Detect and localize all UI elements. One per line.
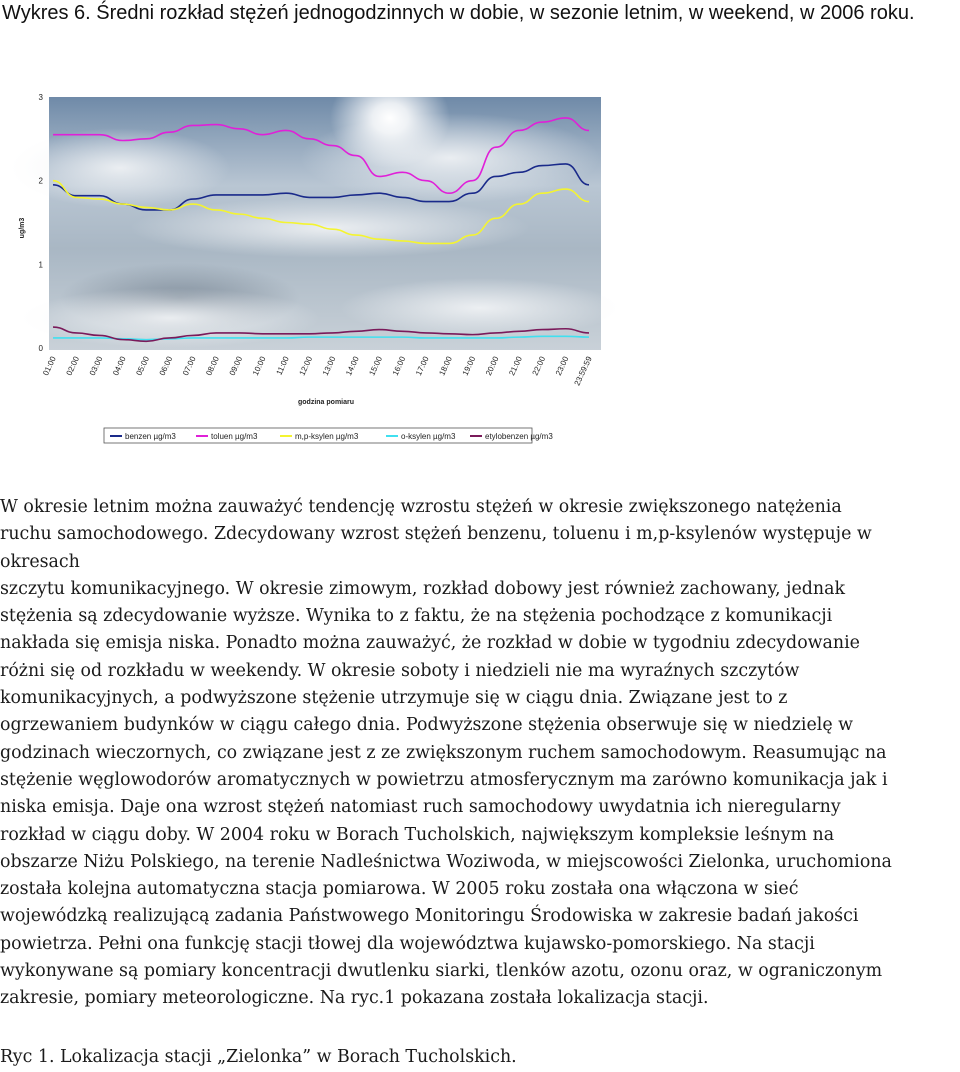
y-tick-label: 1 bbox=[38, 260, 43, 270]
x-tick-label: 02:00 bbox=[64, 355, 82, 377]
x-tick-label: 15:00 bbox=[367, 355, 385, 377]
y-axis-title: ug/m3 bbox=[19, 217, 26, 239]
x-tick-label: 07:00 bbox=[181, 355, 198, 377]
y-tick-label: 3 bbox=[38, 93, 43, 102]
y-tick-label: 0 bbox=[38, 344, 43, 353]
paragraph-line: godzinach wieczornych, co związane jest z ze zwiększonym ruchem samochodowym. Reasumując na bbox=[0, 742, 887, 763]
paragraph-line: niska emisja. Daje ona wzrost stężeń natomiast ruch samochodowy uwydatnia ich nieregularny bbox=[0, 797, 841, 818]
x-axis bbox=[41, 355, 594, 388]
paragraph-line: została kolejna automatyczna stacja pomiarowa. W 2005 roku została ona włączona w sieć bbox=[0, 879, 799, 900]
paragraph-line: nakłada się emisja niska. Ponadto można zauważyć, że rozkład w dobie w tygodniu zdecydowanie bbox=[0, 633, 860, 654]
chart bbox=[19, 88, 610, 458]
legend-label: toluen µg/m3 bbox=[211, 432, 258, 441]
x-tick-label: 20:00 bbox=[483, 355, 501, 377]
x-tick-label: 11:00 bbox=[274, 355, 291, 377]
paragraph-line: komunikacyjnych, a podwyższone stężenie utrzymuje się w ciągu dnia. Związane jest to z bbox=[0, 688, 788, 709]
x-tick-label: 16:00 bbox=[390, 355, 408, 377]
paragraph-line: okresach bbox=[0, 551, 80, 572]
x-tick-label: 01:00 bbox=[41, 355, 58, 377]
x-tick-label: 23:59:59 bbox=[572, 355, 594, 388]
x-tick-label: 06:00 bbox=[157, 355, 175, 377]
x-tick-label: 10:00 bbox=[250, 355, 268, 377]
x-tick-label: 19:00 bbox=[460, 355, 478, 377]
x-tick-label: 12:00 bbox=[297, 355, 315, 377]
legend-label: etylobenzen µg/m3 bbox=[485, 432, 553, 441]
legend-label: o-ksylen µg/m3 bbox=[401, 432, 456, 441]
legend-label: benzen µg/m3 bbox=[125, 432, 176, 441]
paragraph-line: różni się od rozkładu w weekendy. W okresie soboty i niedzieli nie ma wyraźnych szczytów bbox=[0, 660, 800, 681]
x-tick-label: 22:00 bbox=[530, 355, 548, 377]
paragraph-line: zakresie, pomiary meteorologiczne. Na ryc.1 pokazana została lokalizacja stacji. bbox=[0, 988, 709, 1009]
chart-svg bbox=[19, 88, 610, 458]
paragraph-line: obszarze Niżu Polskiego, na terenie Nadleśnictwa Woziwoda, w miejscowości Zielonka, uruchomiona bbox=[0, 851, 892, 872]
paragraph-line: wojewódzką realizującą zadania Państwowego Monitoringu Środowiska w zakresie badań jakości bbox=[0, 906, 859, 927]
x-tick-label: 04:00 bbox=[111, 355, 128, 377]
x-tick-label: 23:00 bbox=[553, 355, 571, 377]
paragraph-line: ogrzewaniem budynków w ciągu całego dnia. Podwyższone stężenia obserwuje się w niedzielę w bbox=[0, 715, 854, 736]
paragraph-line: wykonywane są pomiary koncentracji dwutlenku siarki, tlenków azotu, ozonu oraz, w ograniczonym bbox=[0, 961, 883, 982]
paragraph-line: stężenia są zdecydowanie wyższe. Wynika to z faktu, że na stężenia pochodzące z komunikacji bbox=[0, 606, 833, 627]
x-tick-label: 17:00 bbox=[414, 355, 431, 377]
x-tick-label: 14:00 bbox=[344, 355, 361, 377]
x-tick-label: 03:00 bbox=[87, 355, 105, 377]
x-tick-label: 18:00 bbox=[437, 355, 454, 377]
legend-label: m,p-ksylen µg/m3 bbox=[295, 432, 359, 441]
paragraph-line: ruchu samochodowego. Zdecydowany wzrost stężeń benzenu, toluenu i m,p-ksylenów występuje w bbox=[0, 524, 872, 545]
x-tick-label: 08:00 bbox=[204, 355, 221, 377]
paragraph-line: powietrza. Pełni ona funkcję stacji tłowej dla województwa kujawsko-pomorskiego. Na stacji bbox=[0, 933, 815, 954]
x-tick-label: 13:00 bbox=[320, 355, 338, 377]
x-tick-label: 21:00 bbox=[507, 355, 524, 377]
paragraph-line: stężenie węglowodorów aromatycznych w powietrzu atmosferycznym ma zarówno komunikacja jak i bbox=[0, 769, 888, 790]
figure-heading: Wykres 6. Średni rozkład stężeń jednogodzinnych w dobie, w sezonie letnim, w weekend, w 2006 roku. bbox=[2, 2, 915, 24]
figure-caption: Ryc 1. Lokalizacja stacji „Zielonka” w Borach Tucholskich. bbox=[0, 1047, 517, 1067]
paragraph-line: rozkład w ciągu doby. W 2004 roku w Borach Tucholskich, największym kompleksie leśnym na bbox=[0, 824, 835, 845]
y-tick-label: 2 bbox=[38, 176, 43, 186]
x-tick-label: 05:00 bbox=[134, 355, 152, 377]
legend bbox=[104, 428, 553, 443]
body-paragraph bbox=[0, 494, 960, 1013]
sky-background bbox=[10, 68, 620, 350]
x-axis-title: godzina pomiaru bbox=[298, 399, 354, 406]
x-tick-label: 09:00 bbox=[227, 355, 245, 377]
paragraph-line: szczytu komunikacyjnego. W okresie zimowym, rozkład dobowy jest również zachowany, jednak bbox=[0, 578, 845, 599]
paragraph-line: W okresie letnim można zauważyć tendencję wzrostu stężeń w okresie zwiększonego natężenia bbox=[0, 497, 842, 517]
